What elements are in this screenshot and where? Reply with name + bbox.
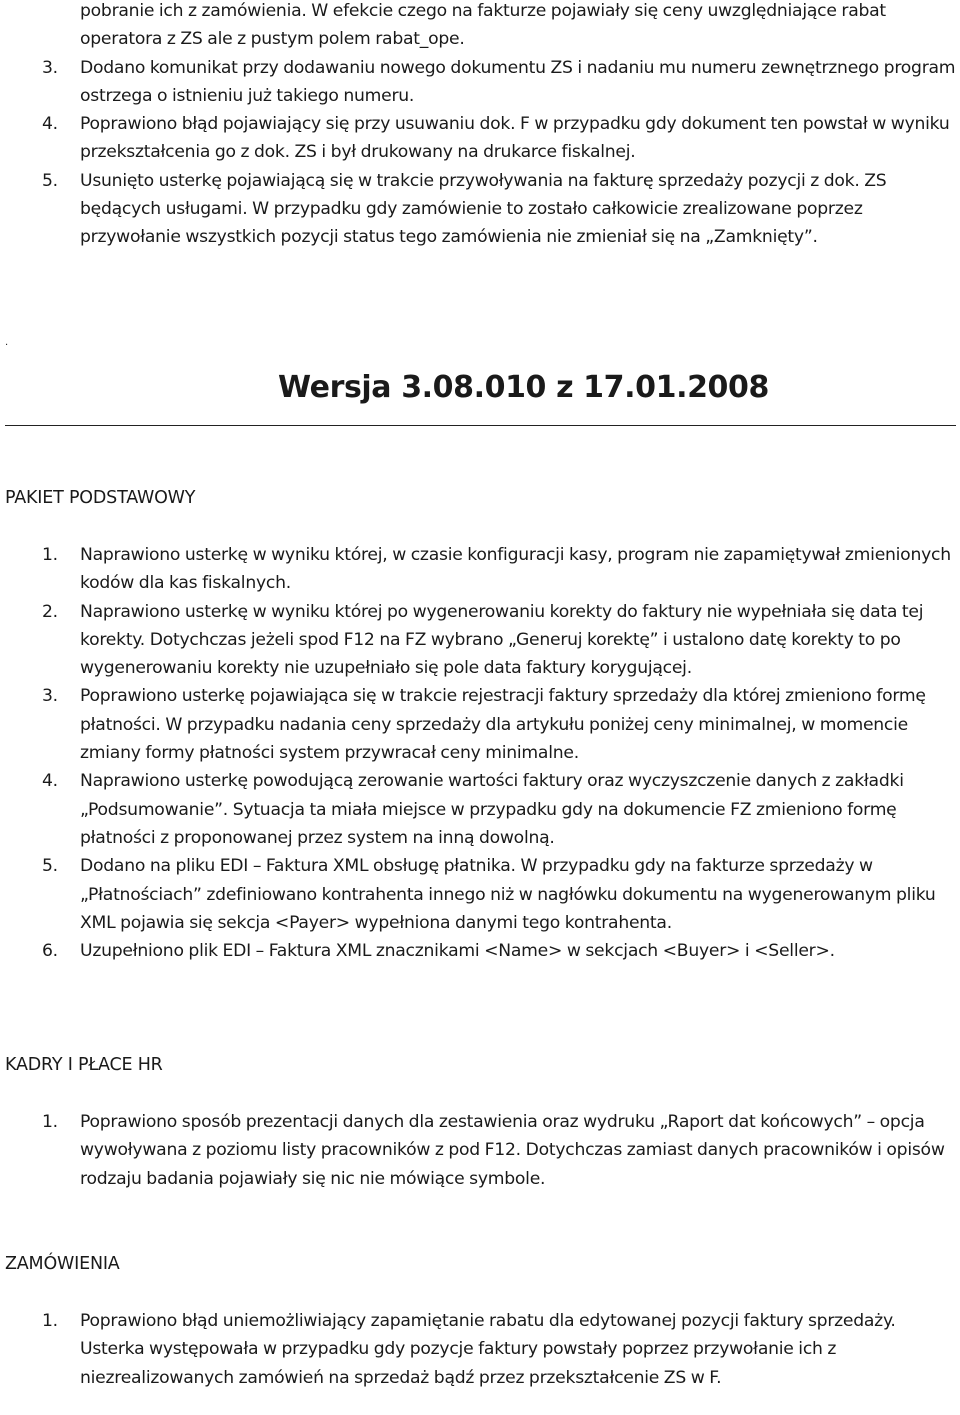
list-item-text: Poprawiono błąd uniemożliwiający zapamiętanie rabatu dla edytowanej pozycji faktury sprzedaży. Usterka występowała w przypadku gdy pozycje faktury powstały poprzez przywołanie ich z niezrealizowanych zamówień na sprzedaż bądź przez przekształcenie ZS w F. [80,1311,896,1388]
list-item [0,598,960,683]
list-item [0,167,960,252]
list-item-number: 3. [42,686,58,707]
list-item-text: Poprawiono usterkę pojawiająca się w trakcie rejestracji faktury sprzedaży dla której zmieniono formę płatności. W przypadku nadania ceny sprzedaży dla artykułu poniżej ceny minimalnej, w momencie zmiany formy płatności system przywracał ceny minimalne. [80,686,926,764]
section-list-zamowienia [0,1307,960,1392]
list-item-text: Poprawiono sposób prezentacji danych dla zestawienia oraz wydruku „Raport dat końcowych” – opcja wywoływana z poziomu listy pracowników z pod F12. Dotychczas zamiast danych pracowników i opisów rodzaju badania pojawiały się nic nie mówiące symbole. [80,1112,945,1189]
list-item [0,0,960,54]
previous-version-list [0,0,960,252]
section-title-pakiet-podstawowy: PAKIET PODSTAWOWY [5,488,196,508]
list-item-number: 4. [42,771,58,792]
list-item [0,54,960,111]
list-item-number: 4. [42,114,58,135]
list-item-number: 6. [42,941,58,962]
list-item-number: 1. [42,1112,58,1132]
list-item-number: 2. [42,601,58,622]
list-item-number: 3. [42,57,58,78]
list-item [0,541,960,598]
list-item [0,1307,960,1392]
list-item [0,110,960,167]
list-item [0,852,960,937]
horizontal-rule [5,425,956,426]
list-item-text: Naprawiono usterkę w wyniku której, w czasie konfiguracji kasy, program nie zapamiętywał zmienionych kodów dla kas fiskalnych. [80,545,951,594]
list-item [0,682,960,767]
list-item-number: 1. [42,1311,58,1331]
section-list-kadry-i-place [0,1108,960,1193]
stray-mark: . [5,337,9,348]
section-list-pakiet-podstawowy [0,541,960,965]
list-item [0,767,960,852]
list-item-text: Uzupełniono plik EDI – Faktura XML znacznikami <Name> w sekcjach <Buyer> i <Seller>. [80,941,835,962]
list-item-text: Poprawiono błąd pojawiający się przy usuwaniu dok. F w przypadku gdy dokument ten powstał w wyniku przekształcenia go z dok. ZS i był drukowany na drukarce fiskalnej. [80,114,950,163]
list-item-text: Dodano na pliku EDI – Faktura XML obsługę płatnika. W przypadku gdy na fakturze sprzedaży w „Płatnościach” zdefiniowano kontrahenta innego niż w nagłówku dokumentu na wygenerowanym pliku XML pojawia się sekcja <Payer> wypełniona danymi tego kontrahenta. [80,856,936,933]
version-heading: Wersja 3.08.010 z 17.01.2008 [278,370,769,405]
list-item-text: Naprawiono usterkę powodującą zerowanie wartości faktury oraz wyczyszczenie danych z zakładki „Podsumowanie”. Sytuacja ta miała miejsce w przypadku gdy na dokumencie FZ zmieniono formę płatności z proponowanej przez system na inną dowolną. [80,771,904,848]
list-item-number: 5. [42,170,58,191]
section-title-zamowienia: ZAMÓWIENIA [5,1254,120,1274]
list-item-number: 1. [42,545,58,565]
list-item [0,937,960,965]
section-title-kadry-i-place: KADRY I PŁACE HR [5,1055,163,1075]
list-item-text: Dodano komunikat przy dodawaniu nowego dokumentu ZS i nadaniu mu numeru zewnętrznego program ostrzega o istnieniu już takiego numeru. [80,57,956,106]
list-item-number: 5. [42,856,58,877]
list-item-text: pobranie ich z zamówienia. W efekcie czego na fakturze pojawiały się ceny uwzględniające rabat operatora z ZS ale z pustym polem rabat_ope. [80,1,886,50]
list-item [0,1108,960,1193]
list-item-text: Usunięto usterkę pojawiającą się w trakcie przywoływania na fakturę sprzedaży pozycji z dok. ZS będących usługami. W przypadku gdy zamówienie to zostało całkowicie zrealizowane poprzez przywołanie wszystkich pozycji status tego zamówienia nie zmieniał się na „Zamknięty”. [80,170,887,248]
list-item-text: Naprawiono usterkę w wyniku której po wygenerowaniu korekty do faktury nie wypełniała się data tej korekty. Dotychczas jeżeli spod F12 na FZ wybrano „Generuj korektę” i ustalono datę korekty to po wygenerowaniu korekty nie uzupełniało się pole data faktury korygującej. [80,601,924,679]
